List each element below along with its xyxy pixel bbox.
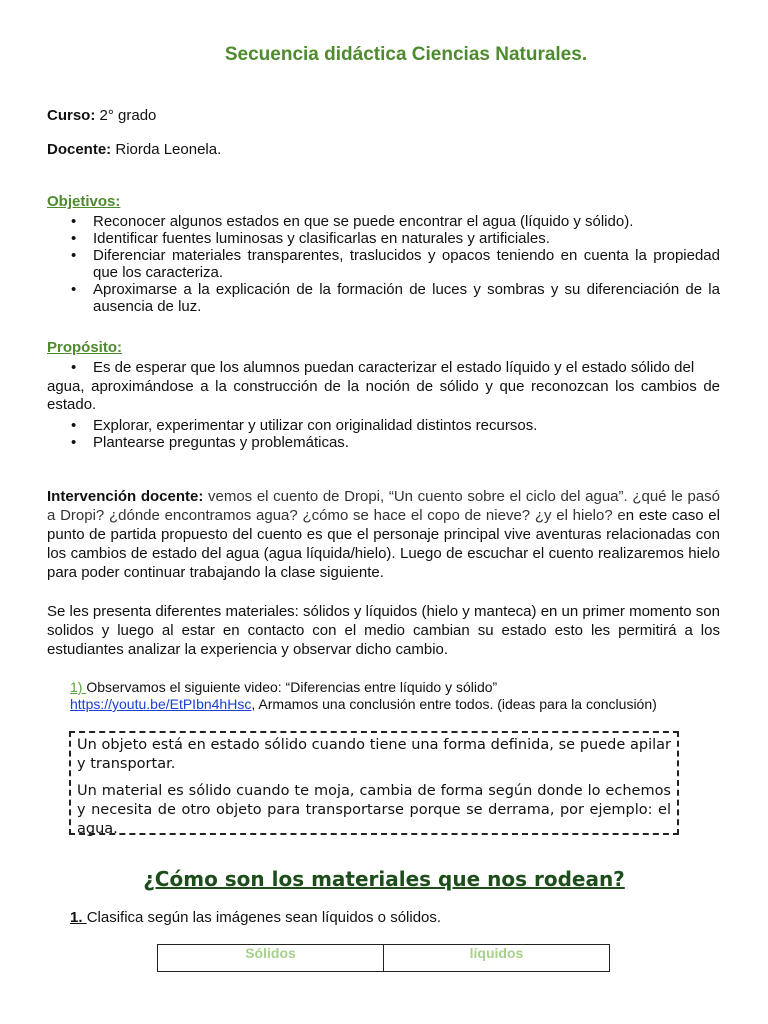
intervencion-text-a: vemos el cuento de Dropi, “Un cuento sobre el ciclo del agua”. ¿qué le pasó a Dropi? ¿dónde encontramos agua? ¿cómo se hace el copo de nieve? ¿y el hielo? e xyxy=(47,488,721,524)
conclusion-text: Un material es sólido cuando te moja, cambia de forma según donde lo echemos y necesita de otro objeto para transportarse porque se derrama, por ejemplo: el agua. xyxy=(77,783,671,837)
list-item: • Reconocer algunos estados en que se puede encontrar el agua (líquido y sólido). xyxy=(47,213,720,230)
video-link[interactable]: https://youtu.be/EtPIbn4hHsc xyxy=(70,696,252,712)
video-number: 1) xyxy=(70,679,87,695)
objetivos-list xyxy=(47,213,720,315)
conclusion-box xyxy=(69,731,679,835)
docente-value: Riorda Leonela. xyxy=(111,141,222,158)
proposito-heading: Propósito: xyxy=(47,339,122,356)
list-item: • Identificar fuentes luminosas y clasificarlas en naturales y artificiales. xyxy=(47,230,720,247)
column-header-liquidos: líquidos xyxy=(384,945,610,972)
materials-heading: ¿Cómo son los materiales que nos rodean? xyxy=(143,867,625,891)
video-after-link: , Armamos una conclusión entre todos. (ideas para la conclusión) xyxy=(251,696,657,712)
conclusion-text: Un objeto está en estado sólido cuando tiene una forma definida, se puede apilar y transportar. xyxy=(77,737,671,772)
docente-line xyxy=(47,141,221,158)
list-item: • Explorar, experimentar y utilizar con originalidad distintos recursos. xyxy=(47,417,720,434)
list-item: • Es de esperar que los alumnos puedan caracterizar el estado líquido y el estado sólido del xyxy=(47,359,720,376)
objetivos-heading: Objetivos: xyxy=(47,193,121,210)
intervencion-label: Intervención docente: xyxy=(47,488,204,505)
list-item: • Aproximarse a la explicación de la formación de luces y sombras y su diferenciación de la ausencia de luz. xyxy=(47,281,720,315)
docente-label: Docente: xyxy=(47,141,112,158)
document-title: Secuencia didáctica Ciencias Naturales. xyxy=(224,44,588,65)
proposito-continuation: agua, aproximándose a la construcción de la noción de sólido y que reconozcan los cambios de estado. xyxy=(47,378,720,413)
materiales-paragraph: Se les presenta diferentes materiales: sólidos y líquidos (hielo y manteca) en un primer momento son solidos y luego al estar en contacto con el medio cambian su estado esto les permitirá a los estudiantes analizar la experiencia y observar dicho cambio. xyxy=(47,603,720,658)
curso-label: Curso: xyxy=(47,107,96,124)
list-item: • Diferenciar materiales transparentes, traslucidos y opacos teniendo en cuenta la propiedad que los caracteriza. xyxy=(47,247,720,281)
task-number: 1. xyxy=(70,909,87,926)
proposito-first-list xyxy=(47,359,720,376)
video-text: Observamos el siguiente video: “Diferencias entre líquido y sólido” xyxy=(86,679,498,695)
column-header-solidos: Sólidos xyxy=(158,945,384,972)
video-item xyxy=(70,679,730,713)
proposito-list xyxy=(47,417,720,451)
curso-line xyxy=(47,107,156,124)
task-line xyxy=(70,909,441,926)
curso-value: 2° grado xyxy=(95,107,157,124)
task-text: Clasifica según las imágenes sean líquidos o sólidos. xyxy=(86,909,442,926)
intervencion-paragraph xyxy=(47,487,720,582)
classification-table xyxy=(157,944,610,972)
list-item: • Plantearse preguntas y problemáticas. xyxy=(47,434,720,451)
intervencion-text-b: n este caso el punto de partida propuesto del cuento es que el personaje principal vive aventuras relacionadas con los cambios de estado del agua (agua líquida/hielo). Luego de escuchar el cuento realizaremos hielo para poder continuar trabajando la clase siguiente. xyxy=(47,507,720,581)
